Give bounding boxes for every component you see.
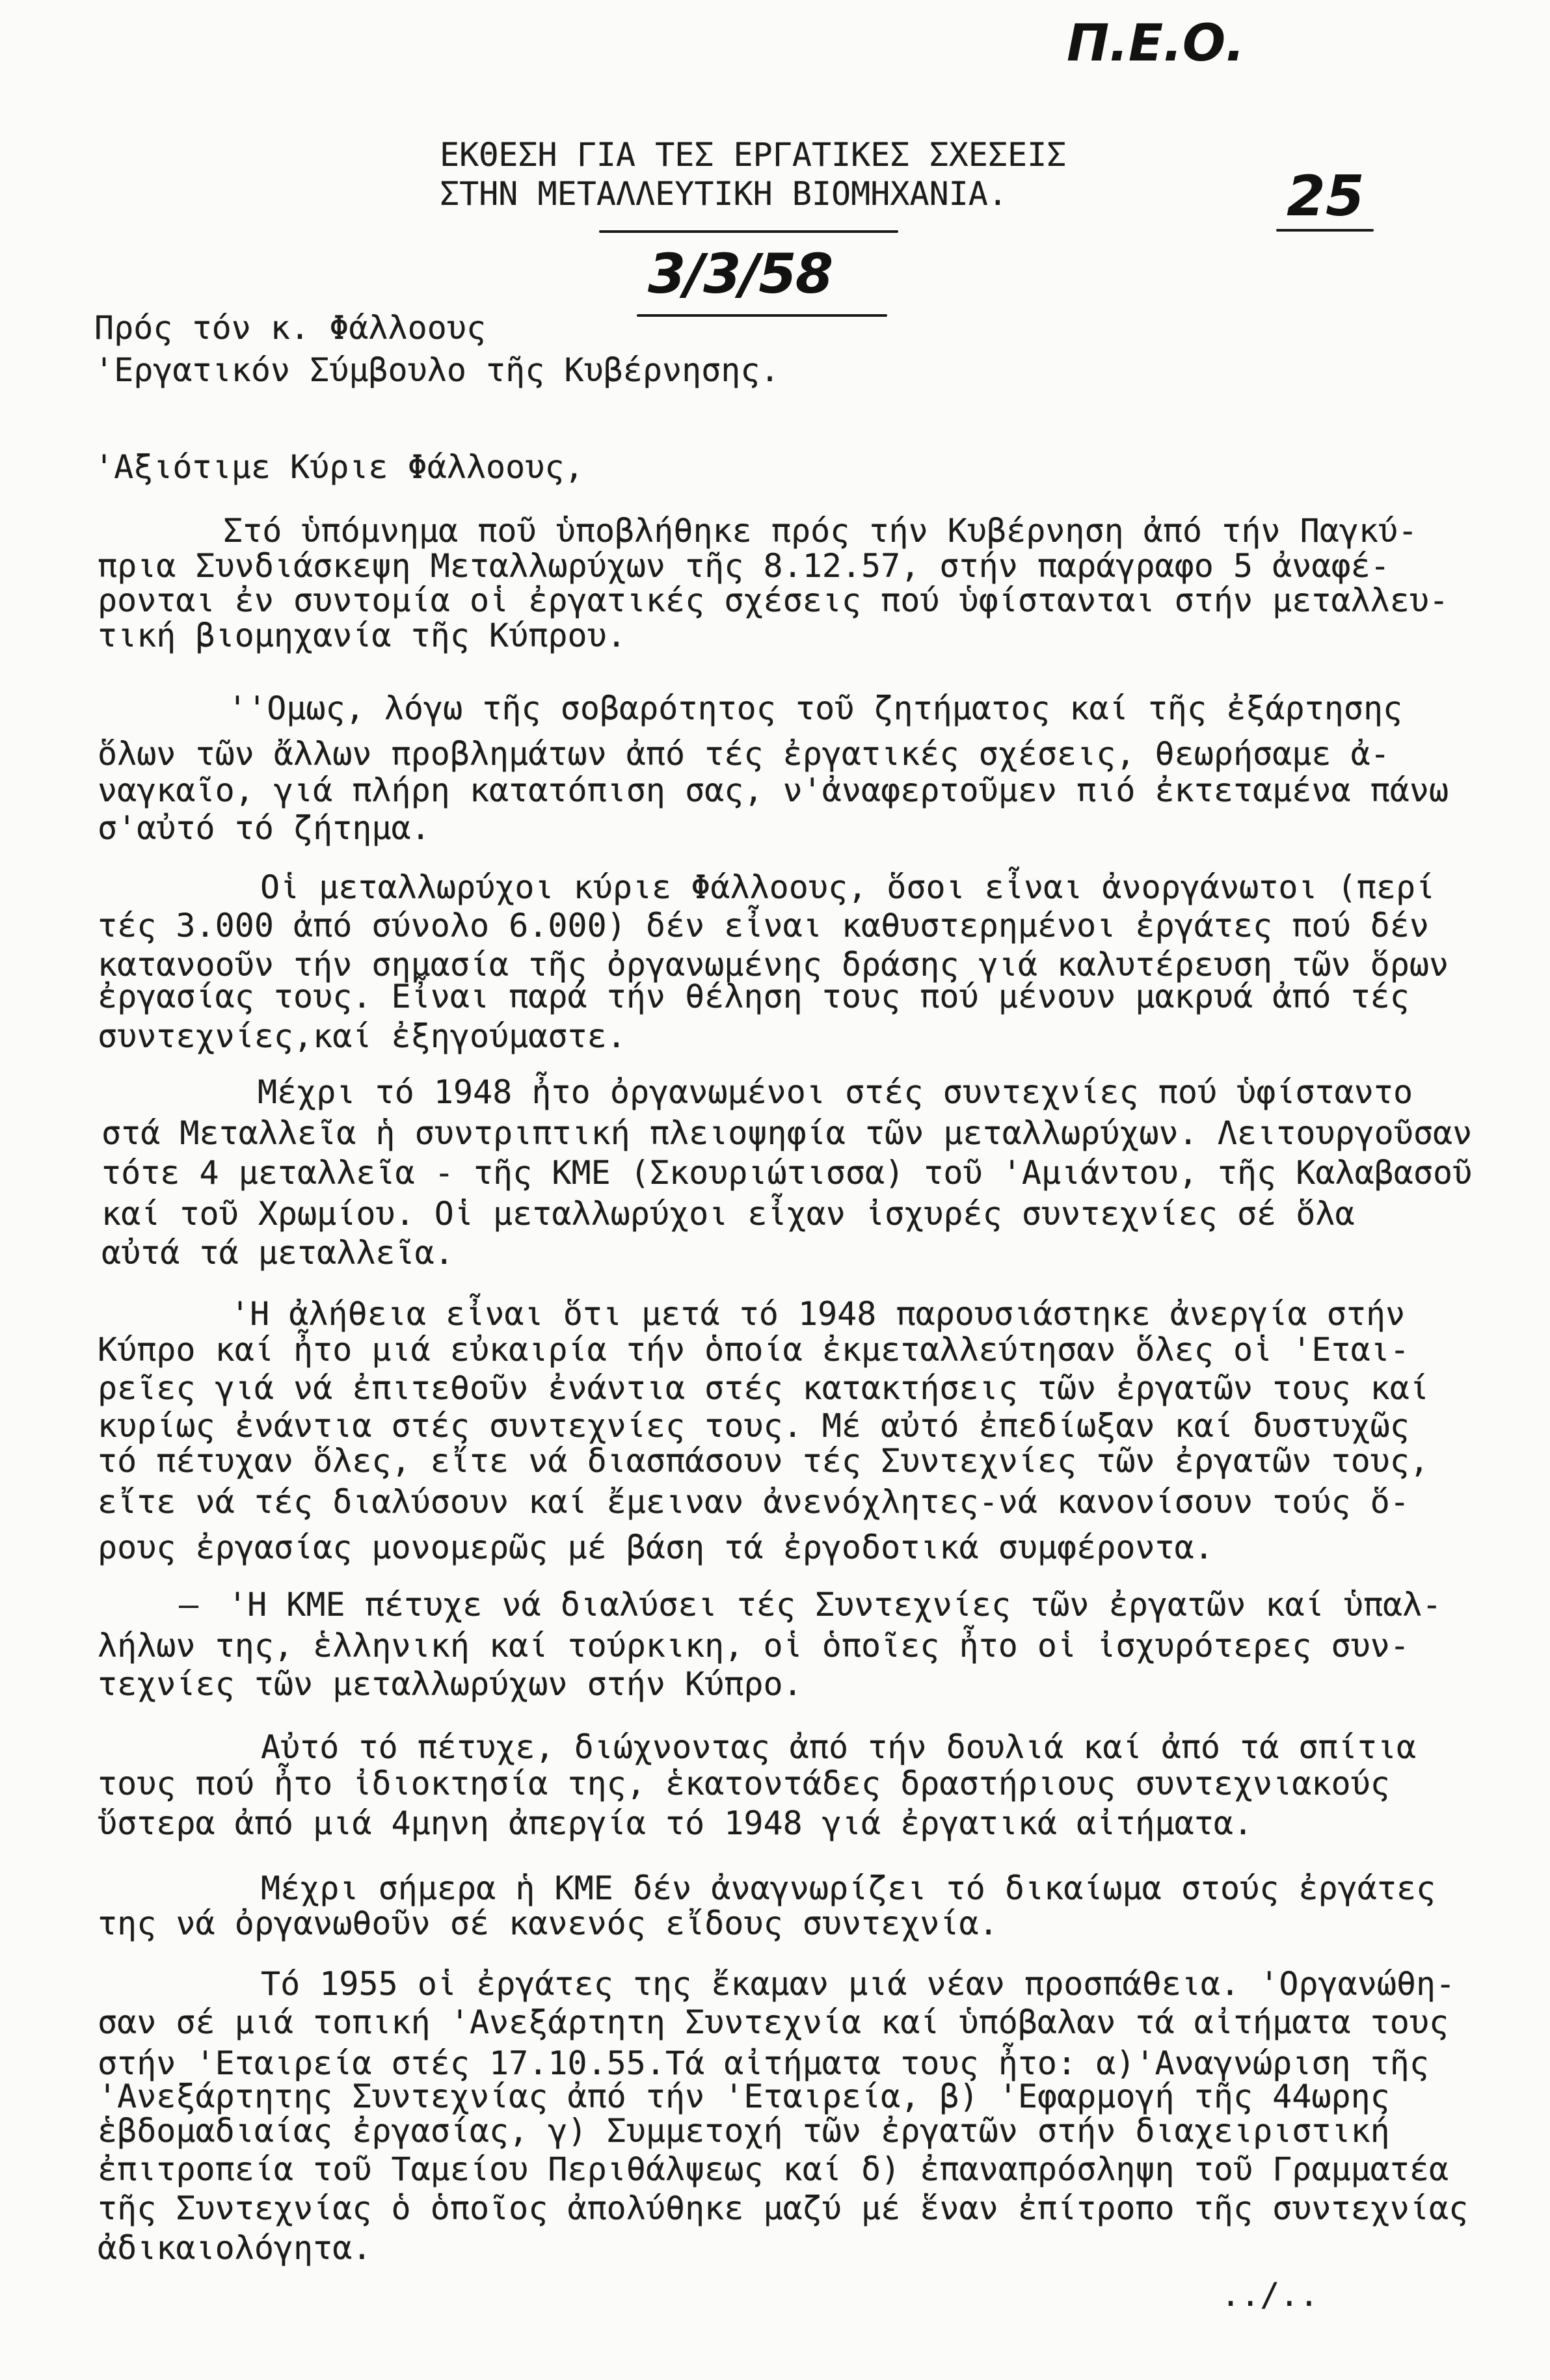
paragraph-line: τότε 4 μεταλλεῖα - τῆς ΚΜΕ (Σκουριώτισσα) τοῦ 'Αμιάντου, τῆς Καλαβασοῦ [101,1154,1473,1192]
addressee-line-1: Πρός τόν κ. Φάλλοους [94,309,487,347]
addressee-line-2: 'Εργατικόν Σύμβουλο τῆς Κυβέρνησης. [94,351,780,389]
paragraph-line: εἴτε νά τές διαλύσουν καί ἔμειναν ἀνενόχλητες-νά κανονίσουν τούς ὅ- [98,1483,1410,1521]
paragraph-line: σ'αὐτό τό ζήτημα. [98,809,431,847]
paragraph-line: συντεχνίες,καί ἐξηγούμαστε. [98,1017,626,1055]
paragraph-line: τους πού ἦτο ἰδιοκτησία της, ἑκατοντάδες δραστήριους συντεχνιακούς [98,1765,1390,1802]
paragraph-line: στήν 'Εταιρεία στές 17.10.55.Τά αἰτήματα τους ἦτο: α)'Αναγνώριση τῆς [98,2044,1429,2082]
paragraph-line: 'Η ἀλήθεια εἶναι ὅτι μετά τό 1948 παρουσιάστηκε ἀνεργία στήν [230,1295,1406,1333]
margin-dash: – [179,1586,199,1624]
paragraph-line: ἐπιτροπεία τοῦ Ταμείου Περιθάλψεως καί δ) ἐπαναπρόσληψη τοῦ Γραμματέα [98,2150,1449,2188]
page-number-underline [1276,229,1374,232]
paragraph-line: της νά ὀργανωθοῦν σέ κανενός εἴδους συντεχνία. [98,1905,998,1942]
paragraph-line: στά Μεταλλεῖα ἡ συντριπτική πλειοψηφία τῶν μεταλλωρύχων. Λειτουργοῦσαν [101,1114,1473,1152]
paragraph-line: ἀδικαιολόγητα. [98,2229,372,2267]
paragraph-line: ''Ομως, λόγω τῆς σοβαρότητος τοῦ ζητήματος καί τῆς ἐξάρτησης [228,689,1403,727]
paragraph-line: λήλων της, ἑλληνική καί τούρκικη, οἱ ὁποῖες ἦτο οἱ ἰσχυρότερες συν- [98,1627,1410,1665]
paragraph-line: Μέχρι τό 1948 ἦτο ὀργανωμένοι στές συντεχνίες πού ὑφίσταντο [258,1073,1413,1111]
paragraph-line: πρια Συνδιάσκεψη Μεταλλωρύχων τῆς 8.12.57, στήν παράγραφο 5 ἀναφέ- [98,547,1390,585]
handwritten-page-number: 25 [1287,164,1365,229]
paragraph-line: Κύπρο καί ἦτο μιά εὐκαιρία τήν ὁποία ἐκμεταλλεύτησαν ὅλες οἱ 'Εται- [98,1331,1410,1369]
handwritten-date: 3/3/58 [648,242,833,306]
continuation-mark: ../.. [1221,2276,1319,2314]
paragraph-line: ρονται ἐν συντομία οἱ ἐργατικές σχέσεις πού ὑφίστανται στήν μεταλλευ- [98,582,1449,619]
paragraph-line: τεχνίες τῶν μεταλλωρύχων στήν Κύπρο. [98,1665,803,1703]
paragraph-line: 'Η ΚΜΕ πέτυχε νά διαλύσει τές Συντεχνίες τῶν ἐργατῶν καί ὑπαλ- [228,1586,1442,1624]
title-line-1: ΕΚΘΕΣΗ ΓΙΑ ΤΕΣ ΕΡΓΑΤΙΚΕΣ ΣΧΕΣΕΙΣ [440,136,1067,174]
paragraph-line: αὐτά τά μεταλλεῖα. [101,1234,454,1272]
paragraph-line: καί τοῦ Χρωμίου. Οἱ μεταλλωρύχοι εἶχαν ἰσχυρές συντεχνίες σέ ὅλα [101,1195,1355,1233]
paragraph-line: Οἱ μεταλλωρύχοι κύριε Φάλλοους, ὅσοι εἶναι ἀνοργάνωτοι (περί [260,868,1436,906]
paragraph-line: Μέχρι σήμερα ἡ ΚΜΕ δέν ἀναγνωρίζει τό δικαίωμα στούς ἐργάτες [261,1869,1436,1907]
paragraph-line: Στό ὑπόμνημα ποῦ ὑποβλήθηκε πρός τήν Κυβέρνηση ἀπό τήν Παγκύ- [223,512,1418,550]
paragraph-line: κατανοοῦν τήν σημασία τῆς ὀργανωμένης δράσης γιά καλυτέρευση τῶν ὅρων [98,946,1449,983]
paragraph-line: ὅλων τῶν ἄλλων προβλημάτων ἀπό τές ἐργατικές σχέσεις, θεωρήσαμε ἀ- [98,735,1390,773]
paragraph-line: ρεῖες γιά νά ἐπιτεθοῦν ἐνάντια στές κατακτήσεις τῶν ἐργατῶν τους καί [98,1369,1429,1407]
paragraph-line: κυρίως ἐνάντια στές συντεχνίες τους. Μέ αὐτό ἐπεδίωξαν καί δυστυχῶς [98,1407,1410,1445]
paragraph-line: Αὐτό τό πέτυχε, διώχνοντας ἀπό τήν δουλιά καί ἀπό τά σπίτια [261,1728,1417,1766]
paragraph-line: 'Ανεξάρτητης Συντεχνίας ἀπό τήν 'Εταιρεία, β) 'Εφαρμογή τῆς 44ωρης [98,2078,1390,2115]
paragraph-line: σαν σέ μιά τοπική 'Ανεξάρτητη Συντεχνία καί ὑπόβαλαν τά αἰτήματα τους [98,2003,1449,2041]
title-line-2: ΣΤΗΝ ΜΕΤΑΛΛΕΥΤΙΚΗ ΒΙΟΜΗΧΑΝΙΑ. [440,175,1008,213]
paragraph-line: τῆς Συντεχνίας ὁ ὁποῖος ἀπολύθηκε μαζύ μέ ἕναν ἐπίτροπο τῆς συντεχνίας [98,2189,1469,2227]
paragraph-line: τές 3.000 ἀπό σύνολο 6.000) δέν εἶναι καθυστερημένοι ἐργάτες πού δέν [98,907,1429,944]
date-underline [637,314,887,317]
paragraph-line: τό πέτυχαν ὅλες, εἴτε νά διασπάσουν τές Συντεχνίες τῶν ἐργατῶν τους, [98,1442,1429,1480]
paragraph-line: ἐργασίας τους. Εἶναι παρά τήν θέληση τους πού μένουν μακρυά ἀπό τές [98,978,1410,1015]
salutation: 'Αξιότιμε Κύριε Φάλλοους, [94,448,584,486]
paragraph-line: ρους ἐργασίας μονομερῶς μέ βάση τά ἐργοδοτικά συμφέροντα. [98,1529,1214,1566]
paragraph-line: ἑβδομαδιαίας ἐργασίας, γ) Συμμετοχή τῶν ἐργατῶν στήν διαχειριστική [98,2112,1390,2150]
paragraph-line: Τό 1955 οἱ ἐργάτες της ἔκαμαν μιά νέαν προσπάθεια. 'Οργανώθη- [261,1965,1456,2003]
paragraph-line: ὕστερα ἀπό μιά 4μηνη ἀπεργία τό 1948 γιά ἐργατικά αἰτήματα. [98,1804,1253,1842]
paragraph-line: τική βιομηχανία τῆς Κύπρου. [98,617,626,654]
title-rule [599,230,898,233]
handwritten-office-mark: Π.Ε.Ο. [1067,14,1245,73]
paragraph-line: ναγκαῖο, γιά πλήρη κατατόπιση σας, ν'ἀναφερτοῦμεν πιό ἐκτεταμένα πάνω [98,771,1449,809]
